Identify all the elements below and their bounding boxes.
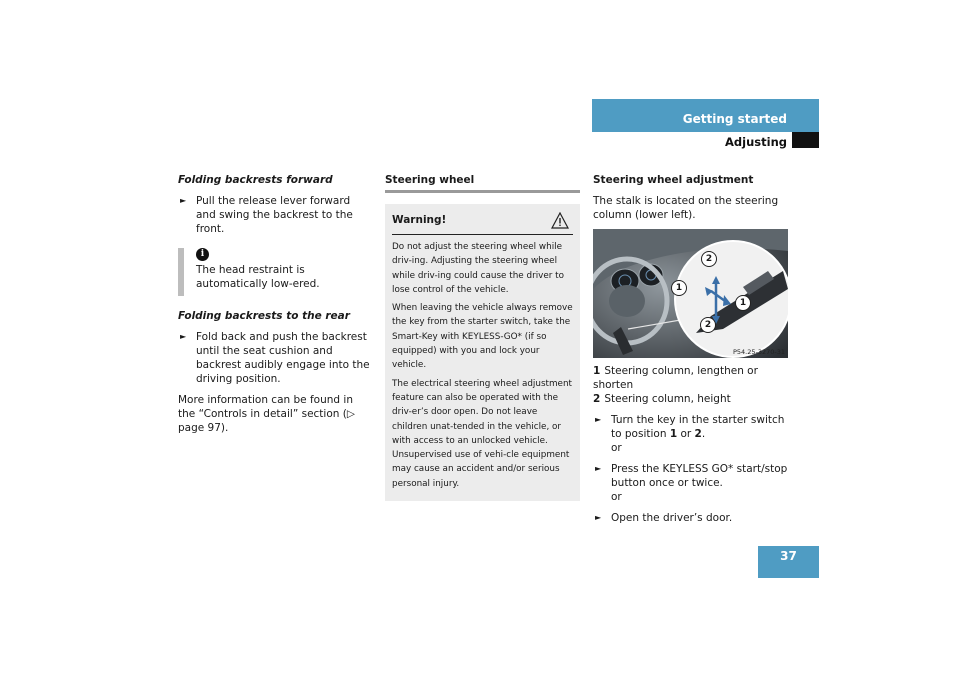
- bullet-arrow-icon: ►: [595, 415, 602, 424]
- or-text: or: [611, 442, 622, 454]
- instruction-item: ► Open the driver’s door.: [595, 512, 733, 524]
- header-bar: [592, 99, 819, 132]
- heading-folding-rear: Folding backrests to the rear: [178, 310, 350, 322]
- legend-item: 2 Steering column, height: [593, 393, 731, 405]
- warning-triangle-icon: [551, 212, 569, 229]
- instruction-item: ► Press the KEYLESS GO* start/stop button once or twice.: [595, 463, 788, 489]
- note-bar: [178, 248, 184, 296]
- more-info-text: More information can be found in the “Controls in detail” section (▷ page 97).: [178, 394, 355, 434]
- column-steering-wheel: [385, 173, 580, 501]
- bullet-arrow-icon: ►: [595, 464, 602, 473]
- heading-steering-wheel: Steering wheel: [385, 173, 580, 193]
- header-marker: [792, 132, 819, 148]
- bullet-arrow-icon: ►: [180, 332, 187, 341]
- bullet-arrow-icon: ►: [180, 196, 187, 205]
- or-text: or: [611, 491, 622, 503]
- section-subtitle: Adjusting: [725, 135, 787, 149]
- figure-callout-1-right: 1: [735, 295, 751, 311]
- heading-steering-adjustment: Steering wheel adjustment: [593, 174, 754, 186]
- figure-callout-2-bottom: 2: [700, 317, 716, 333]
- warning-paragraph: The electrical steering wheel adjustment feature can also be operated with the driv-er’s door open. Do not leave children unat-tended in the vehicle, or with access to an unlocked vehicle. Unsupervised use of vehi-cle equipment may cause an accident and/or serious personal injury.: [392, 378, 572, 489]
- warning-title: Warning!: [392, 208, 573, 235]
- instruction-item: ► Pull the release lever forward and swing the backrest to the front.: [180, 195, 353, 235]
- column-backrests: [178, 173, 373, 442]
- figure-code: P54.25-3270-31: [732, 348, 785, 356]
- legend-item: 1 Steering column, lengthen or shorten: [593, 365, 758, 391]
- page-number: 37: [758, 546, 819, 578]
- info-icon: i: [196, 248, 209, 261]
- heading-folding-forward: Folding backrests forward: [178, 174, 333, 186]
- steering-column-illustration: [593, 229, 788, 358]
- section-title: Getting started: [682, 112, 787, 126]
- bullet-arrow-icon: ►: [595, 513, 602, 522]
- warning-paragraph: When leaving the vehicle always remove the key from the starter switch, take the Smart-Key with KEYLESS-GO* (if so equipped) with you and lock your vehicle.: [392, 303, 573, 371]
- column-steering-adjustment: [593, 173, 789, 532]
- intro-text: The stalk is located on the steering column (lower left).: [593, 195, 779, 221]
- figure-callout-2-top: 2: [701, 251, 717, 267]
- info-note: [178, 248, 373, 296]
- instruction-item: ► Turn the key in the starter switch to position 1 or 2.: [595, 414, 785, 440]
- warning-paragraph: Do not adjust the steering wheel while driv-ing. Adjusting the steering wheel while driv-ing could cause the driver to lose control of the vehicle.: [392, 242, 565, 295]
- figure-callout-1-left: 1: [671, 280, 687, 296]
- steering-column-figure: [593, 229, 788, 358]
- warning-box: [385, 204, 580, 501]
- instruction-item: ► Fold back and push the backrest until the seat cushion and backrest audibly engage into the driving position.: [180, 331, 370, 385]
- note-text: The head restraint is automatically low-ered.: [196, 264, 320, 290]
